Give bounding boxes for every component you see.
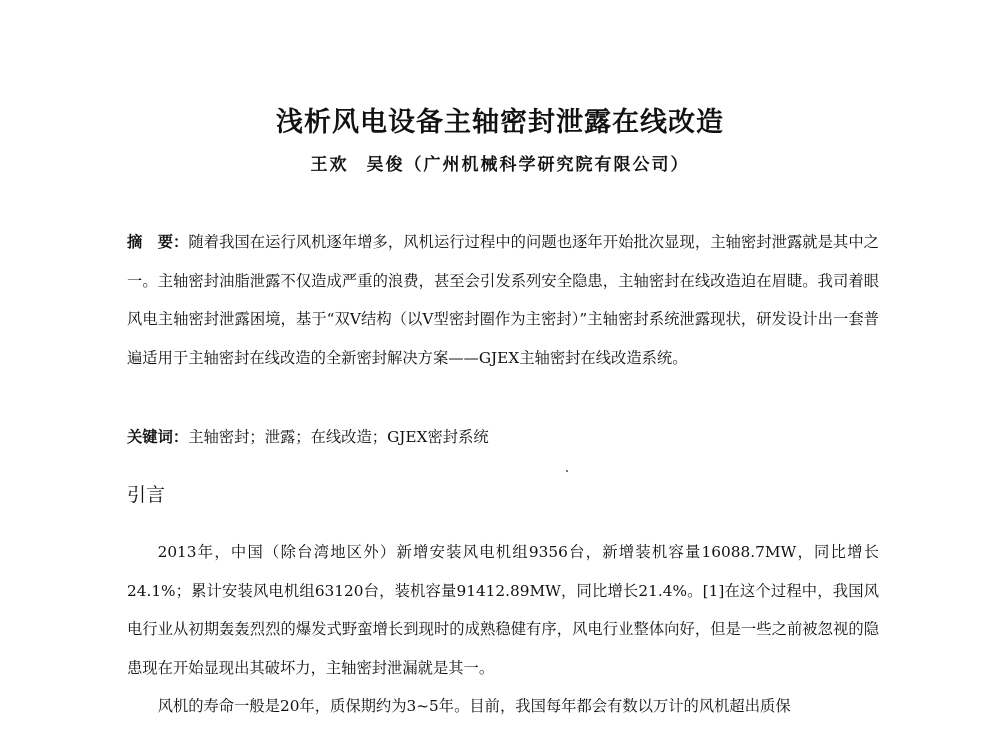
abstract-label: 摘 要：	[127, 233, 189, 251]
scan-speck	[566, 470, 568, 472]
author-name: 王欢	[310, 155, 349, 175]
author-name: 吴俊	[366, 155, 405, 175]
body-paragraph: 风机的寿命一般是20年，质保期约为3~5年。目前，我国每年都会有数以万计的风机超出质保	[157, 697, 791, 715]
abstract-text: 随着我国在运行风机逐年增多，风机运行过程中的问题也逐年开始批次显现，主轴密封泄露就是其中之一。主轴密封油脂泄露不仅造成严重的浪费，甚至会引发系列安全隐患，主轴密封在线改造迫在眉睫。我司着眼风电主轴密封泄露困境，基于“双V结构（以V型密封圈作为主密封）”主轴密封系统泄露现状，研发设计出一套普遍适用于主轴密封在线改造的全新密封解决方案——GJEX主轴密封在线改造系统。	[127, 233, 879, 367]
keywords-label: 关键词：	[127, 428, 189, 446]
author-line	[0, 150, 1000, 175]
paper-title: 浅析风电设备主轴密封泄露在线改造	[276, 107, 724, 138]
keywords	[127, 418, 879, 457]
body-paragraph: 2013年，中国（除台湾地区外）新增安装风电机组9356台，新增装机容量16088.7MW，同比增长24.1%；累计安装风电机组63120台，装机容量91412.89MW，同比增长21.4%。[1]在这个过程中，我国风电行业从初期轰轰烈烈的爆发式野蛮增长到现时的成熟稳健有序，风电行业整体向好，但是一些之前被忽视的隐患现在开始显现出其破坏力，主轴密封泄漏就是其一。	[127, 543, 879, 677]
keywords-text: 主轴密封；泄露；在线改造；GJEX密封系统	[188, 428, 489, 446]
author-affiliation: （广州机械科学研究院有限公司）	[404, 155, 690, 175]
abstract	[127, 223, 879, 377]
section-heading: 引言	[127, 484, 166, 506]
